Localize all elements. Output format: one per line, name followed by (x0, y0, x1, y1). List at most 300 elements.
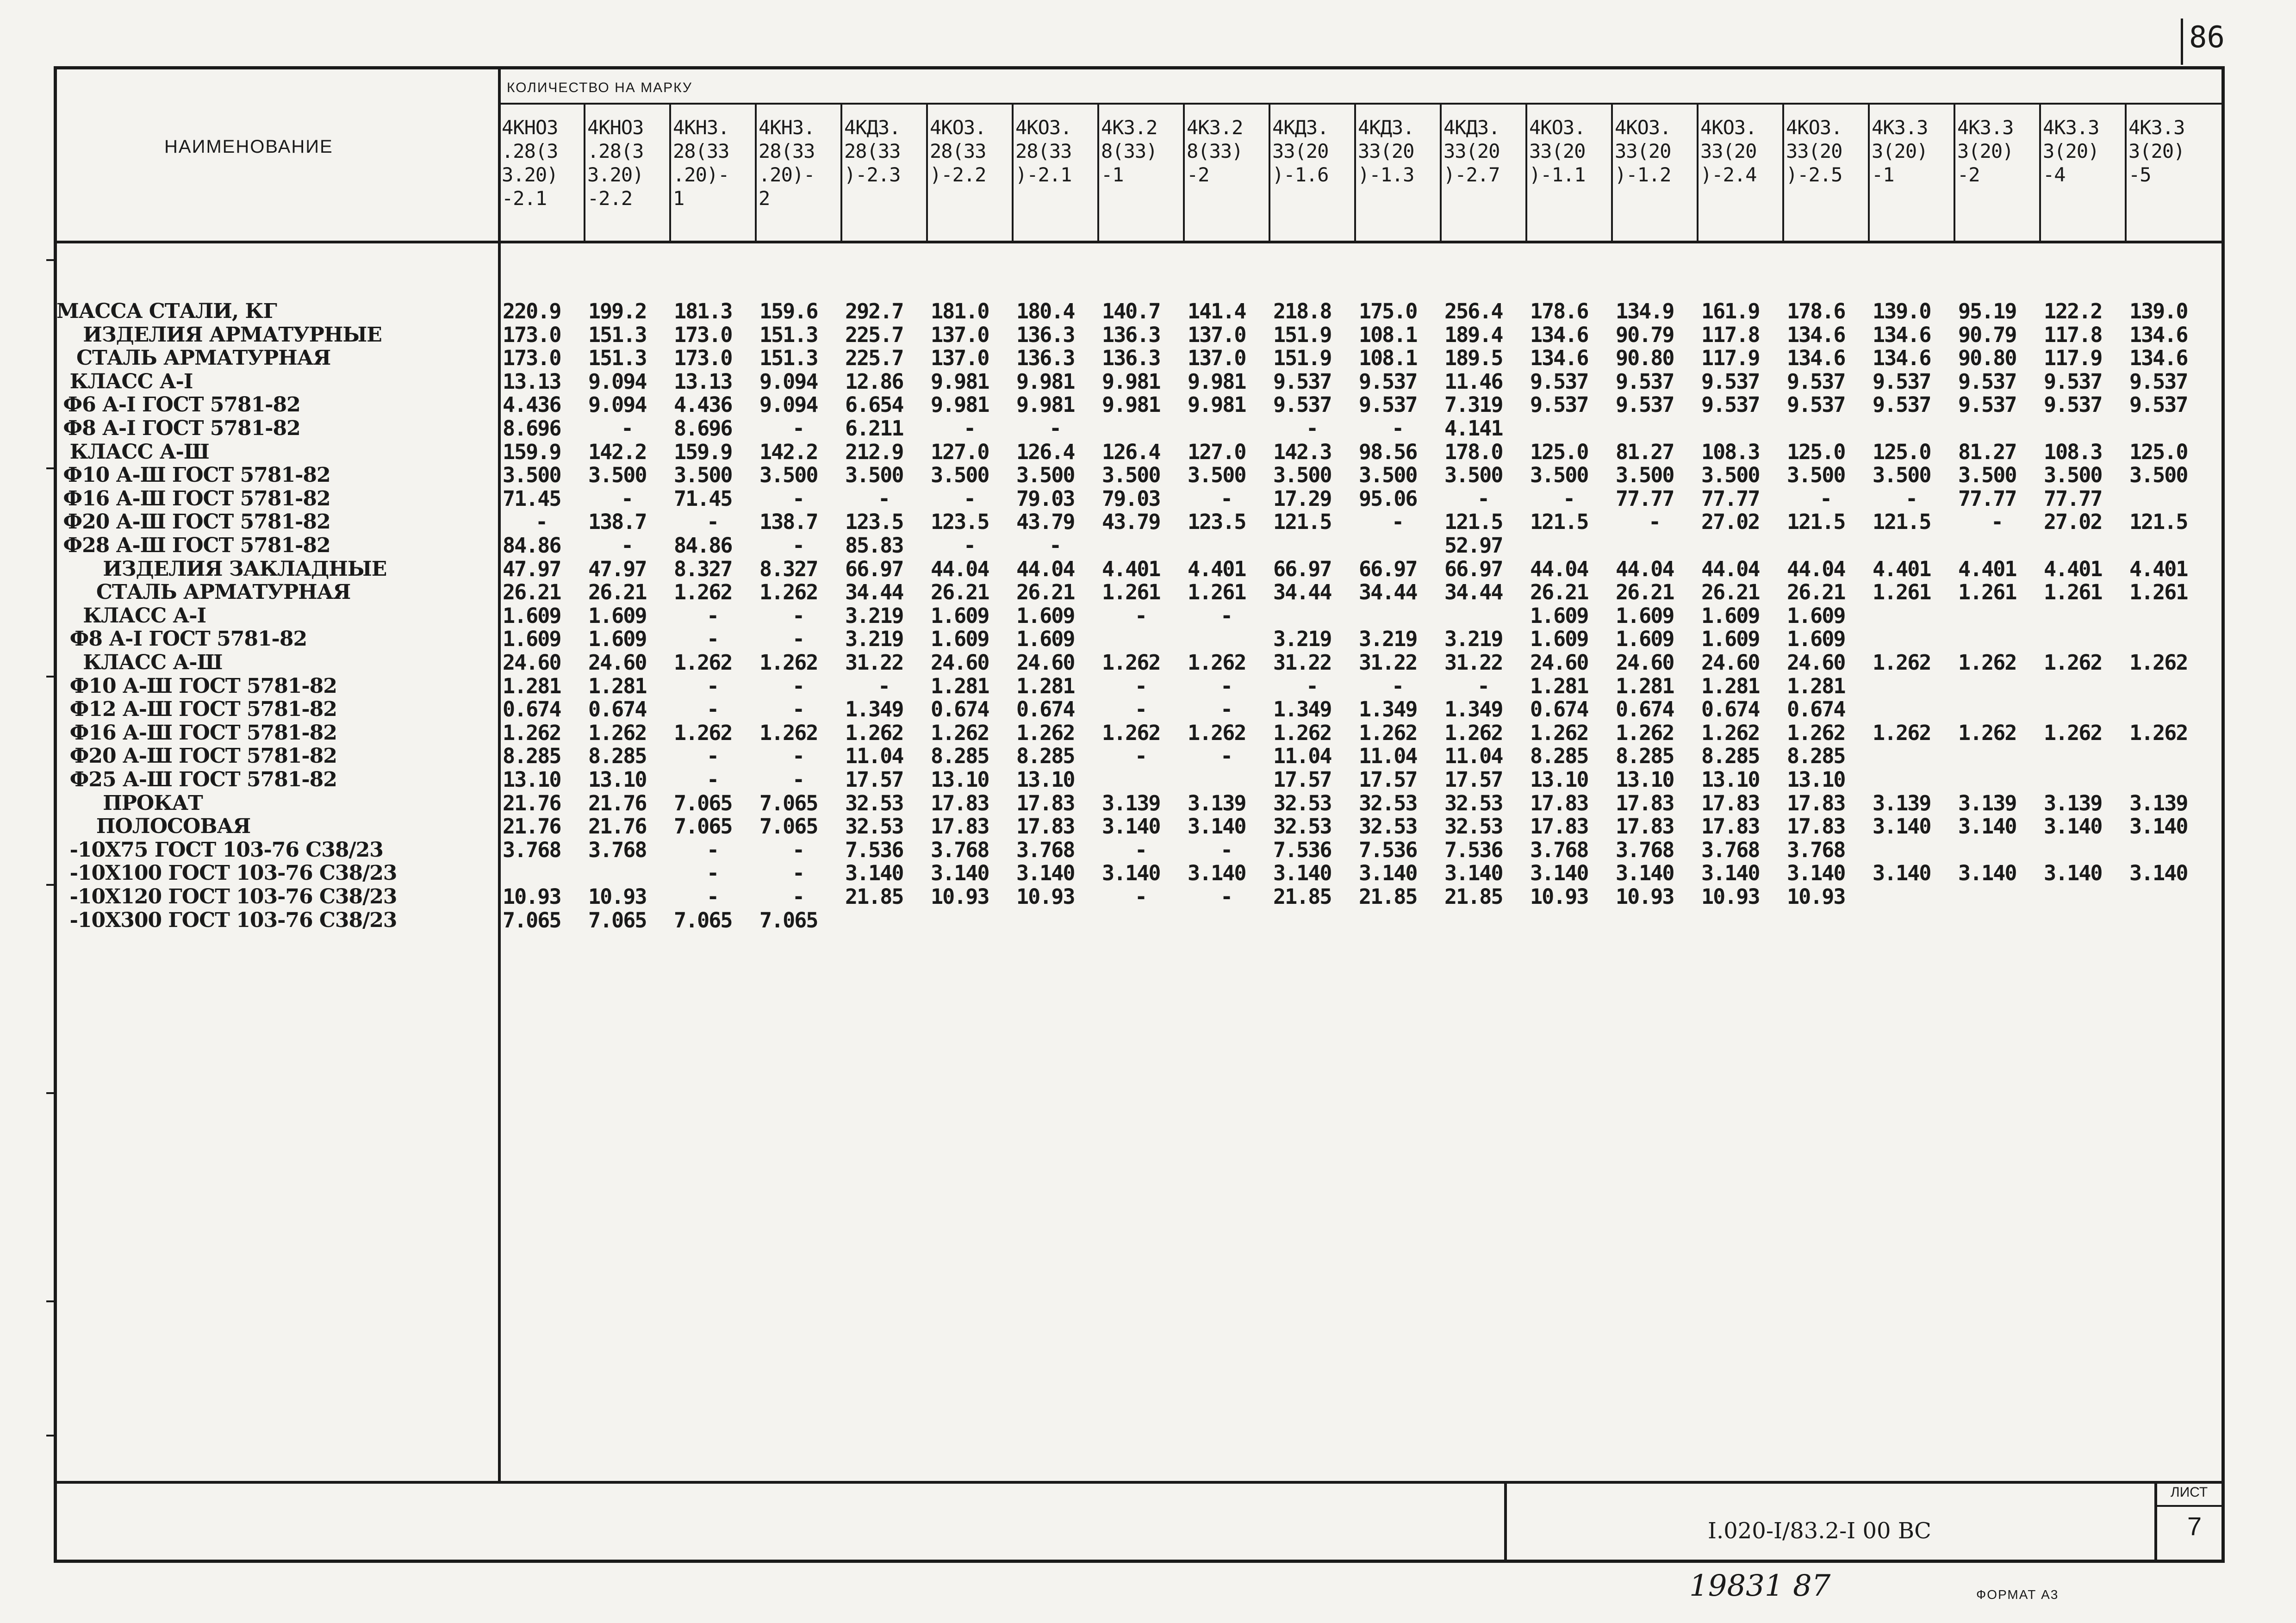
table-cell: - (963, 486, 976, 511)
table-cell: 26.21 (1701, 580, 1760, 605)
table-cell: 4.401 (2044, 556, 2102, 581)
table-cell: 123.5 (931, 510, 989, 535)
table-cell: 3.140 (2044, 861, 2102, 886)
table-cell: 3.139 (1102, 790, 1160, 815)
table-cell: - (792, 884, 804, 909)
table-cell: - (792, 767, 804, 792)
column-divider (840, 103, 842, 242)
table-cell: 44.04 (1016, 556, 1075, 581)
row-label: ИЗДЕЛИЯ АРМАТУРНЫЕ (56, 323, 382, 347)
table-cell: 8.285 (1616, 744, 1674, 769)
table-cell: 1.609 (503, 603, 561, 628)
table-cell: 17.57 (1273, 767, 1332, 792)
row-label: Ф10 А-Ш ГОСТ 5781-82 (56, 674, 337, 698)
table-cell: 1.261 (2129, 580, 2188, 605)
table-cell: 24.60 (931, 650, 989, 675)
table-cell: 3.768 (503, 837, 561, 862)
table-cell: 11.04 (1444, 744, 1503, 769)
table-cell: 1.262 (2044, 720, 2102, 745)
table-cell: 7.065 (674, 908, 732, 933)
table-cell: - (1134, 884, 1147, 909)
table-cell: 77.77 (1616, 486, 1674, 511)
table-cell: 4.401 (1102, 556, 1160, 581)
table-cell: 9.537 (2044, 369, 2102, 394)
table-cell: 3.768 (588, 837, 647, 862)
table-cell: 10.93 (1787, 884, 1845, 909)
table-cell: 13.13 (674, 369, 732, 394)
table-cell: 3.500 (674, 463, 732, 488)
table-cell: 0.674 (1016, 697, 1075, 722)
table-cell: 10.93 (1016, 884, 1075, 909)
table-cell: 3.219 (1444, 627, 1503, 652)
table-cell: 3.768 (1616, 837, 1674, 862)
column-divider (926, 103, 928, 242)
table-cell: - (1134, 603, 1147, 628)
table-cell: - (1648, 510, 1661, 535)
table-cell: 84.86 (503, 533, 561, 558)
table-cell: 4.436 (674, 392, 732, 417)
table-cell: 3.768 (1530, 837, 1588, 862)
table-cell: 11.04 (845, 744, 903, 769)
table-cell: 7.065 (759, 790, 818, 815)
row-label: -10Х75 ГОСТ 103-76 С38/23 (56, 838, 383, 862)
table-cell: - (1819, 486, 1832, 511)
column-divider (1097, 103, 1099, 242)
table-cell: 3.140 (1616, 861, 1674, 886)
table-cell: - (1220, 884, 1232, 909)
table-cell: - (1905, 486, 1917, 511)
table-cell: - (1134, 673, 1147, 698)
table-cell: 31.22 (1444, 650, 1503, 675)
title-block-top-line (54, 1481, 2225, 1484)
table-cell: - (1049, 416, 1061, 441)
table-cell: 1.262 (674, 650, 732, 675)
table-cell: - (792, 861, 804, 886)
table-cell: 1.609 (1701, 603, 1760, 628)
column-header: 4КО3. 33(20 )-1.1 (1529, 116, 1586, 186)
table-cell: 137.0 (1188, 322, 1246, 347)
column-divider (1868, 103, 1870, 242)
table-cell: - (1562, 486, 1575, 511)
table-cell: 3.140 (1873, 814, 1931, 839)
table-cell: 17.83 (1787, 814, 1845, 839)
table-cell: 13.10 (588, 767, 647, 792)
table-cell: 31.22 (1359, 650, 1417, 675)
table-cell: 10.93 (1530, 884, 1588, 909)
table-cell: - (792, 533, 804, 558)
table-cell: 9.537 (1273, 392, 1332, 417)
table-cell: 9.981 (1102, 369, 1160, 394)
table-cell: - (621, 416, 633, 441)
table-cell: 117.8 (1701, 322, 1760, 347)
row-label: Ф25 А-Ш ГОСТ 5781-82 (56, 768, 337, 791)
table-cell: 1.609 (588, 627, 647, 652)
table-cell: 44.04 (931, 556, 989, 581)
table-cell: 44.04 (1701, 556, 1760, 581)
table-cell: 137.0 (1188, 346, 1246, 371)
table-cell: 24.60 (1530, 650, 1588, 675)
table-cell: - (1220, 673, 1232, 698)
table-cell: 3.500 (1616, 463, 1674, 488)
table-cell: 121.5 (1873, 510, 1931, 535)
table-cell: 31.22 (845, 650, 903, 675)
table-cell: 1.262 (1616, 720, 1674, 745)
table-cell: 44.04 (1787, 556, 1845, 581)
table-cell: 3.500 (588, 463, 647, 488)
table-cell: 1.609 (1016, 627, 1075, 652)
table-cell: 141.4 (1188, 299, 1246, 323)
row-label: Ф12 А-Ш ГОСТ 5781-82 (56, 697, 337, 721)
table-cell: 1.262 (1102, 720, 1160, 745)
table-cell: 7.065 (759, 814, 818, 839)
table-cell: 3.500 (1016, 463, 1075, 488)
table-cell: 3.139 (1873, 790, 1931, 815)
table-cell: 173.0 (674, 346, 732, 371)
document-code: I.020-I/83.2-I 00 ВС (1708, 1518, 1931, 1544)
table-cell: 7.065 (759, 908, 818, 933)
table-cell: 3.500 (503, 463, 561, 488)
table-cell: 9.094 (588, 369, 647, 394)
sheet-number: 7 (2187, 1511, 2202, 1541)
column-header: 4КД3. 33(20 )-1.6 (1272, 116, 1329, 186)
row-label: КЛАСС А-Ш (56, 651, 223, 674)
table-cell: 10.93 (503, 884, 561, 909)
row-label: Ф10 А-Ш ГОСТ 5781-82 (56, 463, 330, 487)
row-label: -10Х300 ГОСТ 103-76 С38/23 (56, 908, 397, 932)
table-cell: 9.537 (1530, 392, 1588, 417)
table-cell: 1.262 (759, 580, 818, 605)
column-divider (1354, 103, 1356, 242)
margin-tick (46, 467, 56, 469)
table-cell: 13.10 (1016, 767, 1075, 792)
table-cell: 1.609 (1701, 627, 1760, 652)
table-cell: 1.262 (1958, 720, 2016, 745)
column-divider (1697, 103, 1699, 242)
row-label: Ф16 А-Ш ГОСТ 5781-82 (56, 486, 330, 510)
table-cell: 8.285 (1701, 744, 1760, 769)
table-cell: 32.53 (845, 814, 903, 839)
table-cell: 1.262 (1016, 720, 1075, 745)
table-cell: 66.97 (845, 556, 903, 581)
table-cell: 9.537 (1530, 369, 1588, 394)
table-cell: 34.44 (1359, 580, 1417, 605)
table-cell: 1.609 (503, 627, 561, 652)
table-cell: 32.53 (1359, 814, 1417, 839)
table-cell: 134.6 (1873, 322, 1931, 347)
table-cell: 3.140 (1958, 814, 2016, 839)
table-cell: 1.262 (1530, 720, 1588, 745)
table-cell: 1.262 (1958, 650, 2016, 675)
table-cell: 77.77 (1958, 486, 2016, 511)
table-cell: 180.4 (1016, 299, 1075, 323)
table-cell: - (706, 744, 719, 769)
table-cell: 121.5 (2129, 510, 2188, 535)
table-cell: 66.97 (1273, 556, 1332, 581)
table-cell: 3.500 (2044, 463, 2102, 488)
row-label: КЛАСС А-I (56, 603, 206, 628)
table-cell: 9.537 (1359, 369, 1417, 394)
table-cell: 13.10 (503, 767, 561, 792)
table-cell: 175.0 (1359, 299, 1417, 323)
table-cell: 13.13 (503, 369, 561, 394)
table-cell: - (792, 486, 804, 511)
table-cell: - (792, 697, 804, 722)
table-cell: 1.261 (1102, 580, 1160, 605)
table-cell: 26.21 (588, 580, 647, 605)
table-cell: 9.537 (2044, 392, 2102, 417)
table-cell: 3.500 (1958, 463, 2016, 488)
table-cell: 1.262 (674, 720, 732, 745)
table-cell: - (1477, 673, 1489, 698)
sheet-label: ЛИСТ (2171, 1485, 2208, 1500)
table-cell: 3.139 (2129, 790, 2188, 815)
table-cell: 13.10 (1530, 767, 1588, 792)
table-cell: 292.7 (845, 299, 903, 323)
table-cell: 1.262 (931, 720, 989, 745)
table-cell: 47.97 (588, 556, 647, 581)
table-cell: 3.140 (2129, 861, 2188, 886)
header-bottom-line (54, 241, 2225, 243)
table-cell: 256.4 (1444, 299, 1503, 323)
table-cell: 26.21 (931, 580, 989, 605)
table-cell: 134.6 (1873, 346, 1931, 371)
table-cell: 7.536 (845, 837, 903, 862)
table-cell: - (1391, 510, 1404, 535)
table-cell: 34.44 (1273, 580, 1332, 605)
table-cell: 21.76 (503, 814, 561, 839)
table-cell: 8.285 (1787, 744, 1845, 769)
table-cell: 10.93 (588, 884, 647, 909)
table-cell: 3.500 (931, 463, 989, 488)
column-divider (755, 103, 757, 242)
table-cell: 9.537 (1787, 392, 1845, 417)
name-column-divider (498, 66, 501, 1482)
table-cell: 1.262 (1873, 650, 1931, 675)
format-label: ФОРМАТ А3 (1976, 1587, 2059, 1602)
column-divider (1183, 103, 1185, 242)
table-cell: 17.83 (1616, 790, 1674, 815)
page-number-box-left (2181, 19, 2183, 65)
table-cell: 121.5 (1273, 510, 1332, 535)
table-cell: 13.10 (1701, 767, 1760, 792)
table-cell: 134.9 (1616, 299, 1674, 323)
table-cell: 71.45 (674, 486, 732, 511)
table-cell: - (1049, 533, 1061, 558)
table-cell: 4.401 (1188, 556, 1246, 581)
table-cell: - (621, 533, 633, 558)
table-cell: 1.281 (503, 673, 561, 698)
row-label: -10Х120 ГОСТ 103-76 С38/23 (56, 885, 397, 908)
table-cell: 17.29 (1273, 486, 1332, 511)
table-cell: 0.674 (1701, 697, 1760, 722)
column-header: 4К3.3 3(20) -2 (1957, 116, 2014, 186)
table-cell: 1.281 (1530, 673, 1588, 698)
column-header: 4К3.3 3(20) -1 (1872, 116, 1928, 186)
name-column-header: НАИМЕНОВАНИЕ (164, 137, 333, 157)
column-header: 4К3.2 8(33) -2 (1187, 116, 1243, 186)
column-divider (584, 103, 585, 242)
table-cell: 1.609 (931, 627, 989, 652)
column-divider (1611, 103, 1613, 242)
margin-tick (46, 676, 56, 678)
column-divider (1954, 103, 1955, 242)
table-cell: 90.79 (1958, 322, 2016, 347)
table-cell: - (792, 603, 804, 628)
table-cell: 1.262 (588, 720, 647, 745)
table-cell: 3.140 (1273, 861, 1332, 886)
table-cell: 90.79 (1616, 322, 1674, 347)
table-cell: 3.140 (1444, 861, 1503, 886)
table-cell: 21.76 (588, 814, 647, 839)
table-cell: 8.285 (1016, 744, 1075, 769)
table-cell: 3.140 (1102, 814, 1160, 839)
table-cell: 0.674 (1616, 697, 1674, 722)
table-cell: 17.83 (1530, 814, 1588, 839)
table-cell: 3.140 (931, 861, 989, 886)
column-divider (1440, 103, 1442, 242)
table-cell: 77.77 (1701, 486, 1760, 511)
table-cell: 32.53 (1359, 790, 1417, 815)
table-cell: 85.83 (845, 533, 903, 558)
table-cell: 9.094 (759, 369, 818, 394)
table-cell: 9.537 (1873, 369, 1931, 394)
table-cell: 31.22 (1273, 650, 1332, 675)
table-cell: 9.094 (588, 392, 647, 417)
table-cell: 4.141 (1444, 416, 1503, 441)
table-cell: 4.401 (1873, 556, 1931, 581)
table-cell: 159.6 (759, 299, 818, 323)
table-cell: 151.3 (588, 346, 647, 371)
table-cell: 9.537 (1958, 369, 2016, 394)
table-cell: - (1306, 673, 1318, 698)
table-cell: 125.0 (1873, 439, 1931, 464)
margin-tick (46, 1435, 56, 1436)
table-cell: 4.436 (503, 392, 561, 417)
table-cell: 3.140 (2129, 814, 2188, 839)
table-cell: - (706, 603, 719, 628)
table-cell: 11.46 (1444, 369, 1503, 394)
table-cell: 117.9 (2044, 346, 2102, 371)
column-header: 4КН3. 28(33 .20)- 2 (759, 116, 815, 210)
column-header: 4К3.3 3(20) -5 (2128, 116, 2185, 186)
table-cell: - (706, 697, 719, 722)
table-cell: 3.500 (1701, 463, 1760, 488)
table-cell: 95.06 (1359, 486, 1417, 511)
table-cell: 7.065 (674, 790, 732, 815)
table-cell: 3.139 (1188, 790, 1246, 815)
table-cell: 125.0 (1530, 439, 1588, 464)
table-cell: 9.537 (1873, 392, 1931, 417)
table-cell: 12.86 (845, 369, 903, 394)
table-cell: 1.262 (845, 720, 903, 745)
row-label: Ф6 А-I ГОСТ 5781-82 (56, 393, 300, 417)
table-cell: - (877, 673, 890, 698)
table-cell: - (792, 627, 804, 652)
table-cell: 4.401 (1958, 556, 2016, 581)
table-cell: 1.281 (1616, 673, 1674, 698)
table-cell: 0.674 (1787, 697, 1845, 722)
table-cell: 134.6 (2129, 322, 2188, 347)
table-cell: 11.04 (1273, 744, 1332, 769)
table-cell: 178.6 (1787, 299, 1845, 323)
table-cell: 123.5 (845, 510, 903, 535)
table-cell: 3.140 (1701, 861, 1760, 886)
table-cell: 1.609 (1616, 627, 1674, 652)
title-block-divider-1 (1504, 1481, 1507, 1563)
row-label: ПРОКАТ (56, 791, 203, 815)
table-cell: 127.0 (931, 439, 989, 464)
table-cell: 138.7 (759, 510, 818, 535)
table-cell: 17.57 (845, 767, 903, 792)
table-cell: 1.609 (931, 603, 989, 628)
quantity-caption: КОЛИЧЕСТВО НА МАРКУ (507, 80, 692, 95)
table-cell: 3.500 (2129, 463, 2188, 488)
table-cell: 125.0 (2129, 439, 2188, 464)
margin-tick (46, 1300, 56, 1302)
table-cell: 4.401 (2129, 556, 2188, 581)
table-cell: 1.262 (1701, 720, 1760, 745)
table-cell: 3.500 (1530, 463, 1588, 488)
table-cell: - (792, 837, 804, 862)
table-cell: 136.3 (1102, 322, 1160, 347)
table-cell: 13.10 (1787, 767, 1845, 792)
table-cell: 24.60 (588, 650, 647, 675)
table-cell: 3.500 (759, 463, 818, 488)
table-cell: 24.60 (1616, 650, 1674, 675)
table-cell: 137.0 (931, 346, 989, 371)
table-cell: - (792, 744, 804, 769)
table-cell: 225.7 (845, 322, 903, 347)
table-cell: - (706, 510, 719, 535)
table-cell: 27.02 (1701, 510, 1760, 535)
table-cell: 8.696 (674, 416, 732, 441)
table-cell: 181.3 (674, 299, 732, 323)
table-cell: - (1134, 837, 1147, 862)
table-cell: 8.327 (674, 556, 732, 581)
table-cell: 27.02 (2044, 510, 2102, 535)
table-cell: 1.281 (588, 673, 647, 698)
table-cell: - (1391, 416, 1404, 441)
table-cell: 13.10 (931, 767, 989, 792)
table-cell: 1.262 (2129, 650, 2188, 675)
table-cell: - (621, 486, 633, 511)
table-cell: 3.768 (931, 837, 989, 862)
table-cell: 8.285 (503, 744, 561, 769)
table-cell: 3.139 (1958, 790, 2016, 815)
column-header: 4КД3. 33(20 )-1.3 (1358, 116, 1414, 186)
table-cell: 21.85 (1273, 884, 1332, 909)
table-cell: 32.53 (1444, 790, 1503, 815)
column-header: 4К3.3 3(20) -4 (2043, 116, 2099, 186)
table-cell: 108.1 (1359, 322, 1417, 347)
table-cell: 1.261 (1958, 580, 2016, 605)
table-cell: 1.262 (1273, 720, 1332, 745)
table-cell: 17.83 (931, 814, 989, 839)
table-cell: 1.262 (1787, 720, 1845, 745)
margin-tick (46, 1092, 56, 1094)
row-label: Ф8 А-I ГОСТ 5781-82 (56, 627, 307, 651)
table-cell: 71.45 (503, 486, 561, 511)
table-cell: 151.9 (1273, 322, 1332, 347)
table-cell: 134.6 (1787, 346, 1845, 371)
table-cell: 136.3 (1016, 346, 1075, 371)
table-cell: 0.674 (588, 697, 647, 722)
table-cell: 8.285 (1530, 744, 1588, 769)
table-cell: 108.3 (1701, 439, 1760, 464)
table-cell: - (792, 416, 804, 441)
table-cell: 1.609 (1787, 603, 1845, 628)
table-cell: - (1220, 603, 1232, 628)
